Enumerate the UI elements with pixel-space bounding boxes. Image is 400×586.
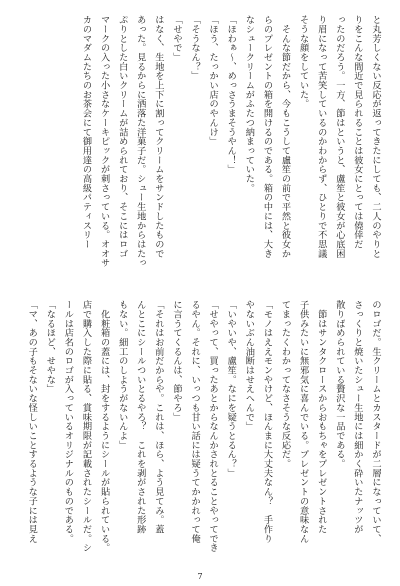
text-line: 「モノはええモンやけど、ほんまに大丈夫なん？ 手作り [261, 300, 273, 544]
text-line: 散りばめられている贅沢な一品である。 [333, 300, 345, 469]
text-line: 「せやで」 [170, 15, 182, 62]
text-line: らのプレゼントの箱を開けるのである。箱の中には、大き [261, 15, 273, 259]
text-line: 店で購入した際に貼る、賞味期限が記載されたシールだ。シ [80, 300, 92, 553]
text-line: さっくりと焼いたシュー生地には細かく砕いたナッツが [351, 300, 363, 534]
text-line: はなく、生地を上下に割ってクリームをサンドしたもので [152, 15, 164, 259]
text-line: のロゴだ。生クリームとカスタードが二層になっていて、 [370, 300, 381, 544]
text-line: 「なるほど、せやな」 [44, 300, 56, 394]
text-line: マークの入った小さなケーキピックが刺さっている。オオサ [98, 15, 110, 268]
text-line: と丸芳しくない反応が返ってきたにしても、二人のやりと [370, 15, 381, 259]
text-line: 「せやって、買ったあとからなんかされとることやってでき [207, 300, 219, 553]
text-line: り眉になって苦笑しているのかわからず、ひとりで不思議 [315, 15, 327, 259]
text-line: カのマダムたちのお茶会にて御用達の高級パティスリー [80, 15, 92, 249]
text-line: あった。見るからに洒落た洋菓子だ。シュー生地からはたっ [134, 15, 146, 268]
text-line: 化粧箱の蓋には、封をするようにシールが貼られている。 [98, 300, 110, 553]
text-line: 「マ、あの子もそないな怪しいことするような子には見え [26, 300, 38, 544]
text-line: るやん。それに、いっつも甘い話には疑うてかかれって俺 [189, 300, 201, 544]
text-line: やないぶん油断はせえへんで」 [243, 300, 255, 431]
text-line: てまったくわかってなさそうな反応だ。 [279, 300, 291, 469]
text-line: 「それはお前だからや。これは、ほら、よう見てみ。蓋 [152, 300, 164, 534]
text-line: ールは店名のロゴが入っているオリジナルのものである。 [62, 300, 74, 544]
text-line: ぷりとした白いクリームが詰められており、そこにはロゴ [116, 15, 128, 259]
upper-text-block [16, 15, 384, 277]
text-line: に言うてくるんは、節やろ」 [170, 300, 182, 422]
page-number: 7 [197, 572, 203, 581]
text-line: 子供みたいに無邪気に喜んでいる。プレゼントの意味なん [297, 300, 309, 544]
text-line: りをこんな間近で見られることは彼女にとっては僥倖だ [351, 15, 363, 249]
text-line: んとこにシールついとるやろ？ これを剥がされた形跡 [134, 300, 146, 534]
text-line: 節はサンタクロースからおもちゃをプレゼントされた [315, 300, 327, 534]
lower-text-block [16, 300, 384, 570]
text-line: そんな節だから、今もこうして盧笙の前で平然と彼女か [279, 15, 291, 259]
text-line: そうな顔をしていた。 [297, 15, 309, 109]
text-line: 「ほう、たっかい店のやんけ」 [207, 15, 219, 146]
text-line: 「そうなん？」 [189, 15, 201, 81]
text-line: なシュークリームがふたつ納まっていた。 [243, 15, 255, 193]
text-line: 「いやいや、盧笙。なにを疑うとるん？」 [225, 300, 237, 478]
text-line: 「ほわぁ〜、めっさうまそうやん！」 [225, 15, 237, 174]
text-line: もない。細工のしようがないんよ」 [116, 300, 128, 450]
text-line: ったのだろう。一方、節はというと、盧笙と彼女が心底困 [333, 15, 345, 259]
